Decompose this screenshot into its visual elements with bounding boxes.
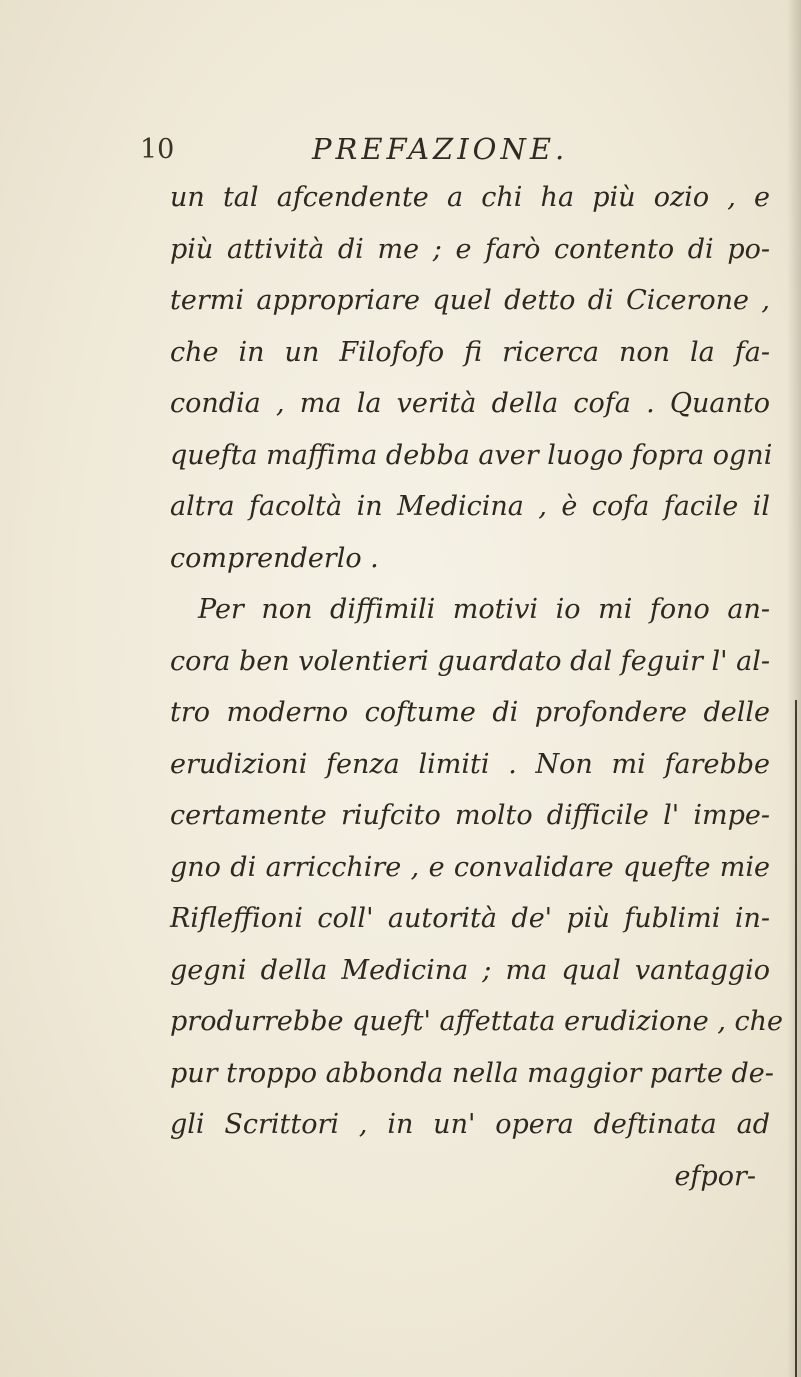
catchword: efpor- [674, 1160, 756, 1192]
body-text [170, 172, 783, 1202]
text-line: gli Scrittori , in un' opera deftinata ad [170, 1109, 770, 1140]
text-line: erudizioni fenza limiti . Non mi farebbe [170, 748, 770, 780]
text-line: produrrebbe queft' affettata erudizione , che [170, 1006, 783, 1037]
text-line: Per non diffimili motivi io mi fono an- [198, 594, 770, 625]
page-edge-shadow [787, 0, 801, 1377]
text-line: gegni della Medicina ; ma qual vantaggio [170, 954, 770, 986]
text-line: gno di arricchire , e convalidare quefte mie [170, 851, 770, 883]
text-line: altra facoltà in Medicina , è cofa facile il [170, 491, 770, 522]
text-line: comprenderlo . [170, 542, 379, 574]
page-number: 10 [140, 134, 175, 165]
text-line: un tal afcendente a chi ha più ozio , e [170, 182, 770, 213]
page-edge-line [795, 700, 797, 1377]
text-line: cora ben volentieri guardato dal feguir l' al- [170, 645, 770, 677]
running-head: PREFAZIONE. [312, 132, 569, 166]
text-line: Rifleffioni coll' autorità de' più fublimi in- [170, 903, 770, 934]
text-line: tro moderno coftume di profondere delle [170, 697, 770, 728]
text-line: termi appropriare quel detto di Cicerone , [170, 285, 770, 316]
text-line: condia , ma la verità della cofa . Quanto [170, 388, 770, 419]
text-line: pur troppo abbonda nella maggior parte de- [170, 1057, 774, 1089]
text-line: che in un Filofofo fi ricerca non la fa- [170, 336, 770, 368]
text-line: quefta maffima debba aver luogo fopra ogni [170, 439, 773, 471]
text-line: certamente riufcito molto difficile l' impe- [170, 800, 770, 831]
page-header [140, 134, 760, 174]
text-line: più attività di me ; e farò contento di po- [170, 233, 770, 265]
